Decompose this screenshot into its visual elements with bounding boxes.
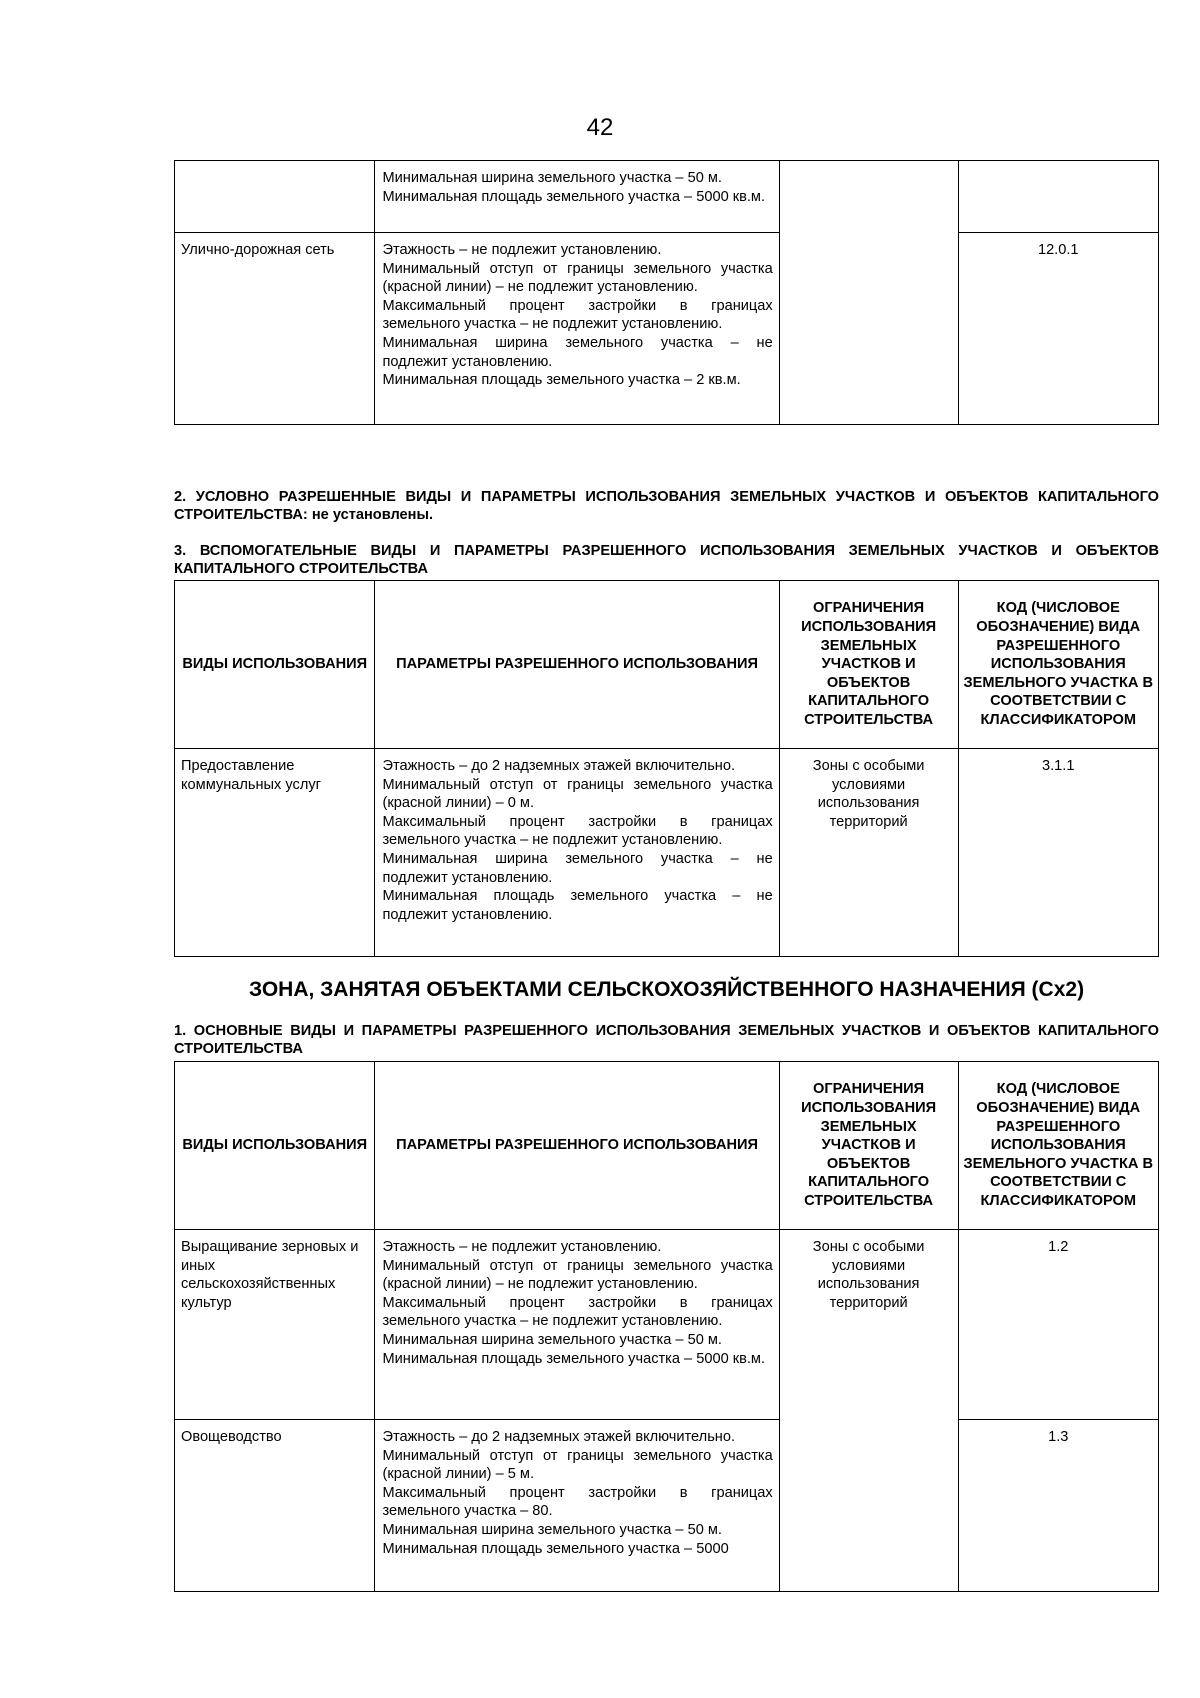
- param-line: Минимальная площадь земельного участка – 5000 кв.м.: [382, 188, 766, 205]
- table-header-row: [175, 581, 1159, 749]
- header-types: ВИДЫ ИСПОЛЬЗОВАНИЯ: [175, 1062, 375, 1230]
- cell-code: 3.1.1: [958, 749, 1159, 957]
- cell-params: [375, 1420, 779, 1592]
- cell-type: Предоставление коммунальных услуг: [175, 749, 375, 957]
- param-line: Минимальная площадь земельного участка – 5000 кв.м.: [382, 1350, 766, 1367]
- header-params: ПАРАМЕТРЫ РАЗРЕШЕННОГО ИСПОЛЬЗОВАНИЯ: [375, 581, 779, 749]
- header-restrictions: ОГРАНИЧЕНИЯ ИСПОЛЬЗОВАНИЯ ЗЕМЕЛЬНЫХ УЧАСТКОВ И ОБЪЕКТОВ КАПИТАЛЬНОГО СТРОИТЕЛЬСТВА: [779, 581, 958, 749]
- param-line: Этажность – до 2 надземных этажей включительно.: [382, 1429, 736, 1445]
- table-row: [175, 749, 1159, 957]
- param-line: Минимальная площадь земельного участка – 5000: [382, 1540, 729, 1557]
- cell-restrictions: [779, 161, 958, 425]
- zone-title: ЗОНА, ЗАНЯТАЯ ОБЪЕКТАМИ СЕЛЬСКОХОЗЯЙСТВЕННОГО НАЗНАЧЕНИЯ (Сх2): [248, 978, 1085, 1001]
- page-number: 42: [586, 114, 614, 141]
- table-row: [175, 233, 1159, 425]
- table-row: [175, 161, 1159, 233]
- cell-params: [375, 161, 779, 233]
- param-line: Минимальная площадь земельного участка – не подлежит установлению.: [382, 888, 773, 923]
- param-line: Этажность – до 2 надземных этажей включительно.: [382, 758, 736, 774]
- param-line: Минимальный отступ от границы земельного участка (красной линии) – не подлежит установлению.: [382, 260, 773, 296]
- cell-params: [375, 749, 779, 957]
- param-line: Этажность – не подлежит установлению.: [382, 242, 662, 258]
- main-uses-table: [174, 1061, 1159, 1592]
- param-line: Этажность – не подлежит установлению.: [382, 1239, 662, 1255]
- cell-params: [375, 1230, 779, 1420]
- cell-restrictions: Зоны с особыми условиями использования территорий: [779, 749, 958, 957]
- header-params: ПАРАМЕТРЫ РАЗРЕШЕННОГО ИСПОЛЬЗОВАНИЯ: [375, 1062, 779, 1230]
- cell-type: Улично-дорожная сеть: [175, 233, 375, 425]
- table-header-row: [175, 1062, 1159, 1230]
- param-line: Минимальная площадь земельного участка – 2 кв.м.: [382, 372, 741, 389]
- header-types: ВИДЫ ИСПОЛЬЗОВАНИЯ: [175, 581, 375, 749]
- cell-code: 12.0.1: [958, 233, 1159, 425]
- header-restrictions: ОГРАНИЧЕНИЯ ИСПОЛЬЗОВАНИЯ ЗЕМЕЛЬНЫХ УЧАСТКОВ И ОБЪЕКТОВ КАПИТАЛЬНОГО СТРОИТЕЛЬСТВА: [779, 1062, 958, 1230]
- param-line: Минимальная ширина земельного участка – 50 м.: [382, 1331, 722, 1348]
- param-line: Максимальный процент застройки в границах земельного участка – не подлежит установлению.: [382, 1294, 773, 1330]
- section-2-heading: 2. УСЛОВНО РАЗРЕШЕННЫЕ ВИДЫ И ПАРАМЕТРЫ ИСПОЛЬЗОВАНИЯ ЗЕМЕЛЬНЫХ УЧАСТКОВ И ОБЪЕКТОВ КАПИТАЛЬНОГО СТРОИТЕЛЬСТВА: не установлены.: [174, 489, 1159, 523]
- auxiliary-uses-table: [174, 580, 1159, 957]
- cell-code: [958, 161, 1159, 233]
- param-line: Минимальный отступ от границы земельного участка (красной линии) – не подлежит установлению.: [382, 1257, 773, 1293]
- table-row: [175, 1230, 1159, 1420]
- section-1-heading: 1. ОСНОВНЫЕ ВИДЫ И ПАРАМЕТРЫ РАЗРЕШЕННОГО ИСПОЛЬЗОВАНИЯ ЗЕМЕЛЬНЫХ УЧАСТКОВ И ОБЪЕКТОВ КАПИТАЛЬНОГО СТРОИТЕЛЬСТВА: [174, 1023, 1159, 1057]
- cell-params: [375, 233, 779, 425]
- cell-type: Овощеводство: [175, 1420, 375, 1592]
- section-3-heading: 3. ВСПОМОГАТЕЛЬНЫЕ ВИДЫ И ПАРАМЕТРЫ РАЗРЕШЕННОГО ИСПОЛЬЗОВАНИЯ ЗЕМЕЛЬНЫХ УЧАСТКОВ И ОБЪЕКТОВ КАПИТАЛЬНОГО СТРОИТЕЛЬСТВА: [174, 543, 1159, 577]
- param-line: Минимальный отступ от границы земельного участка (красной линии) – 0 м.: [382, 776, 773, 812]
- cell-code: 1.2: [958, 1230, 1159, 1420]
- header-code: КОД (ЧИСЛОВОЕ ОБОЗНАЧЕНИЕ) ВИДА РАЗРЕШЕННОГО ИСПОЛЬЗОВАНИЯ ЗЕМЕЛЬНОГО УЧАСТКА В СООТВЕТСТВИИ С КЛАССИФИКАТОРОМ: [958, 581, 1159, 749]
- param-line: Максимальный процент застройки в границах земельного участка – не подлежит установлению.: [382, 813, 773, 849]
- param-line: Минимальный отступ от границы земельного участка (красной линии) – 5 м.: [382, 1447, 773, 1483]
- param-line: Максимальный процент застройки в границах земельного участка – не подлежит установлению.: [382, 297, 773, 333]
- header-code: КОД (ЧИСЛОВОЕ ОБОЗНАЧЕНИЕ) ВИДА РАЗРЕШЕННОГО ИСПОЛЬЗОВАНИЯ ЗЕМЕЛЬНОГО УЧАСТКА В СООТВЕТСТВИИ С КЛАССИФИКАТОРОМ: [958, 1062, 1159, 1230]
- cell-type: [175, 161, 375, 233]
- cell-type: Выращивание зерновых и иных сельскохозяйственных культур: [175, 1230, 375, 1420]
- param-line: Минимальная ширина земельного участка – не подлежит установлению.: [382, 334, 773, 370]
- param-line: Минимальная ширина земельного участка – 50 м.: [382, 170, 722, 186]
- param-line: Минимальная ширина земельного участка – 50 м.: [382, 1521, 722, 1538]
- param-line: Минимальная ширина земельного участка – не подлежит установлению.: [382, 850, 773, 886]
- continuation-table: [174, 160, 1159, 425]
- table-row: [175, 1420, 1159, 1592]
- param-line: Максимальный процент застройки в границах земельного участка – 80.: [382, 1484, 773, 1520]
- cell-code: 1.3: [958, 1420, 1159, 1592]
- cell-restrictions: Зоны с особыми условиями использования территорий: [779, 1230, 958, 1592]
